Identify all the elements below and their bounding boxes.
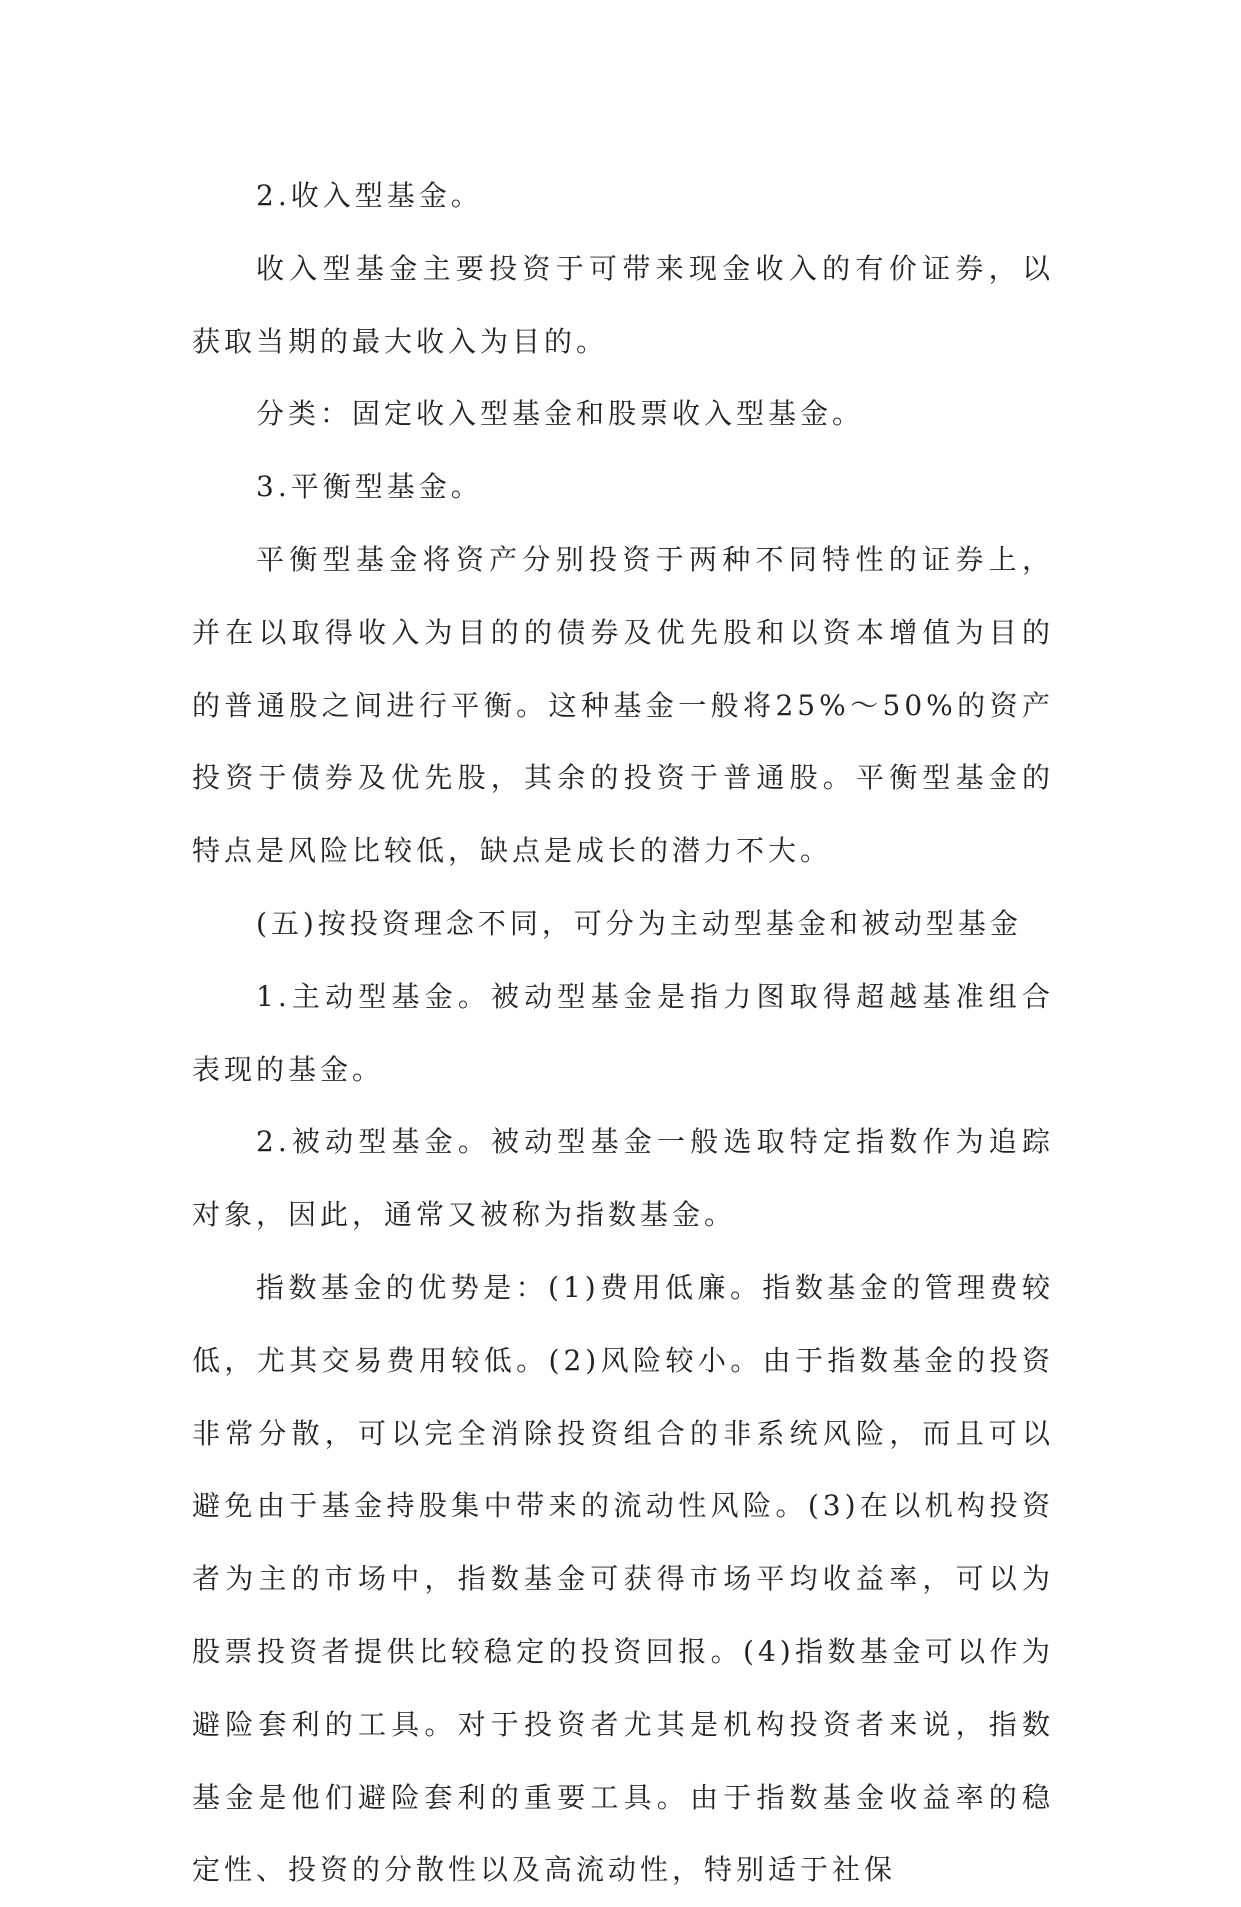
paragraph-income-fund-categories: 分类：固定收入型基金和股票收入型基金。 [256,397,865,431]
paragraph-section-five-heading: (五)按投资理念不同，可分为主动型基金和被动型基金 [256,906,1022,940]
paragraph-income-fund-definition: 收入型基金主要投资于可带来现金收入的有价证券，以获取当期的最大收入为目的。 [192,251,1054,358]
document-page [192,160,1054,1907]
paragraph-balanced-fund-definition: 平衡型基金将资产分别投资于两种不同特性的证券上，并在以取得收入为目的的债券及优先股和以资本增值为目的的普通股之间进行平衡。这种基金一般将25%～50%的资产投资于债券及优先股，其余的投资于普通股。平衡型基金的特点是风险比较低，缺点是成长的潜力不大。 [192,542,1054,868]
paragraph-income-fund-heading: 2.收入型基金。 [256,179,483,212]
paragraph-passive-fund: 2.被动型基金。被动型基金一般选取特定指数作为追踪对象，因此，通常又被称为指数基金。 [192,1125,1054,1232]
paragraph-balanced-fund-heading: 3.平衡型基金。 [256,470,483,504]
paragraph-index-fund-advantages: 指数基金的优势是：(1)费用低廉。指数基金的管理费较低，尤其交易费用较低。(2)风险较小。由于指数基金的投资非常分散，可以完全消除投资组合的非系统风险，而且可以避免由于基金持股集中带来的流动性风险。(3)在以机构投资者为主的市场中，指数基金可获得市场平均收益率，可以为股票投资者提供比较稳定的投资回报。(4)指数基金可以作为避险套利的工具。对于投资者尤其是机构投资者来说，指数基金是他们避险套利的重要工具。由于指数基金收益率的稳定性、投资的分散性以及高流动性，特别适于社保 [192,1270,1054,1887]
paragraph-active-fund: 1.主动型基金。被动型基金是指力图取得超越基准组合表现的基金。 [192,979,1054,1086]
